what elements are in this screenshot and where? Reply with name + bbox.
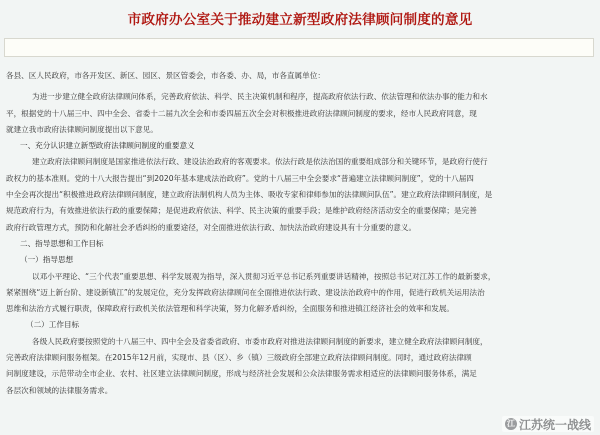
section-heading-1: 一、充分认识建立新型政府法律顾问制度的重要意义 <box>20 141 195 151</box>
intro-line: 为进一步建立健全政府法律顾问体系，完善政府依法、科学、民主决策机制和程序，提高政府依法行政、依法管理和依法办事的能力和水 <box>32 92 488 102</box>
sub1-line: 紧紧围绕“迈上新台阶、建设新镇江”的发展定位，充分发挥政府法律顾问在全面推进依法行政、建设法治政府中的作用，促进行政机关运用法治 <box>6 287 485 297</box>
sub2-line: 完善政府法律顾问服务框架。在2015年12月前，实现市、县（区）、乡（镇）三级政府全部建立政府法律顾问制度。同时，通过政府法律顾 <box>6 353 472 363</box>
section1-line: 政权力的基本准则。党的十八大报告提出“到2020年基本建成法治政府”。党的十八届三中全会要求“普遍建立法律顾问制度”，党的十八届四 <box>6 173 474 183</box>
watermark <box>502 416 594 432</box>
recipients-line: 各县、区人民政府，市各开发区、新区、园区、景区管委会，市各委、办、局，市各直属单位： <box>6 71 325 80</box>
section1-line: 政府行政管理方式，预防和化解社会矛盾纠纷的重要途径，对全面推进依法行政、加快法治政府建设具有十分重要的意义。 <box>6 222 417 232</box>
sub1-line: 思维和法治方式履行职责，保障政府行政机关依法管理和科学决策，努力化解矛盾纠纷，全面服务和推进镇江经济社会的效率和发展。 <box>6 304 455 314</box>
sub1-line: 以邓小平理论、“三个代表”重要思想、科学发展观为指导，深入贯彻习近平总书记系列重要讲话精神，按照总书记对江苏工作的最新要求， <box>32 271 496 281</box>
intro-line: 就建立我市政府法律顾问制度提出以下意见。 <box>6 124 158 134</box>
section-heading-2: 二、指导思想和工作目标 <box>20 238 104 248</box>
sub2-line: 问制度建设，示范带动全市企业、农村、社区建立法律顾问制度，形成与经济社会发展和公众法律服务需求相适应的法律顾问服务体系，满足 <box>6 369 477 379</box>
watermark-logo-icon: 江 <box>506 419 515 428</box>
intro-line: 平，根据党的十八届三中、四中全会、省委十二届九次全会和市委四届五次全会对积极推进政府法律顾问制度的要求，经市人民政府同意，现 <box>6 108 477 118</box>
document-title: 市政府办公室关于推动建立新型政府法律顾问制度的意见 <box>127 12 473 28</box>
watermark-text: 江苏统一战线 <box>518 417 591 432</box>
header-banner <box>4 38 594 57</box>
document-body <box>6 68 592 399</box>
subsection-heading-1: （一）指导思想 <box>20 255 74 265</box>
section1-line: 建立政府法律顾问制度是国家推进依法行政、建设法治政府的客观要求。依法行政是依法治国的重要组成部分和关键环节，是政府行使行 <box>32 157 488 167</box>
section1-line: 中全会再次提出“积极推进政府法律顾问制度，建立政府法制机构人员为主体、吸收专家和律师参加的法律顾问队伍”。建立政府法律顾问制度，是 <box>6 190 493 200</box>
sub2-line: 各层次和领域的法律服务需求。 <box>6 385 113 395</box>
subsection-heading-2: （二）工作目标 <box>26 320 80 330</box>
sub2-line: 各级人民政府要按照党的十八届三中、四中全会及省委省政府、市委市政府对推进法律顾问制度的新要求，建立健全政府法律顾问制度， <box>32 336 488 346</box>
section1-line: 规范政府行为，有效推进依法行政的重要保障；是促进政府依法、科学、民主决策的重要手段；是维护政府经济活动安全的重要保障；是完善 <box>6 206 477 216</box>
